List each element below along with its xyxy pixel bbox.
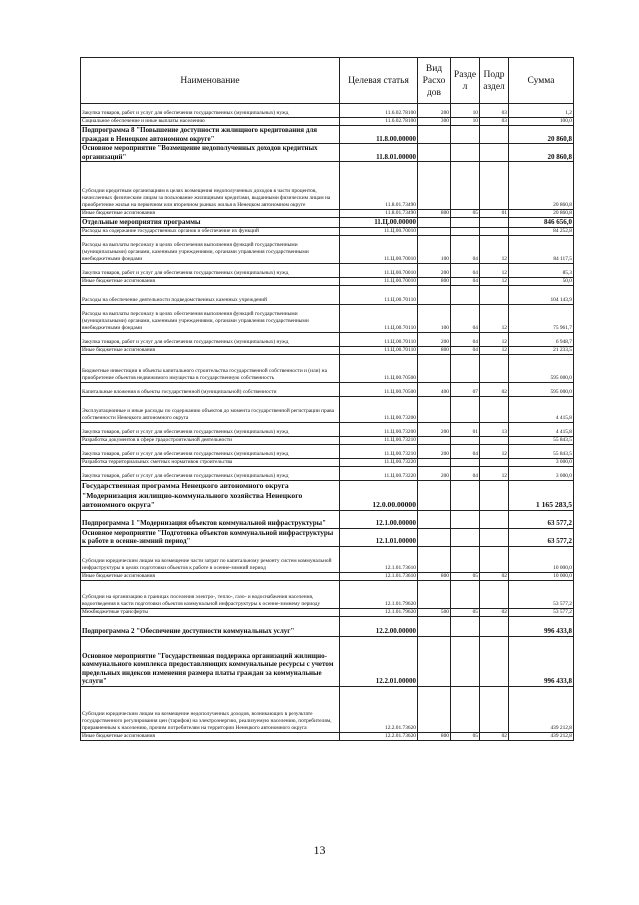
- cell-sum: 84 252,8: [509, 227, 574, 235]
- table-row: [81, 572, 574, 580]
- cell-pr: [480, 510, 509, 528]
- cell-code: 12.1.01.73610: [340, 572, 418, 580]
- cell-vid: [418, 227, 451, 235]
- cell-sum: 3 000,0: [509, 458, 574, 466]
- cell-sum: 1 165 283,5: [509, 480, 574, 510]
- cell-name: Иные бюджетные ассигнования: [81, 732, 340, 740]
- header-vid: Вид Расхо дов: [418, 58, 451, 104]
- table-row: [81, 436, 574, 444]
- cell-code: 11.Ц.00.73200: [340, 396, 418, 422]
- cell-vid: [418, 686, 451, 732]
- cell-vid: [418, 546, 451, 572]
- table-row: [81, 580, 574, 608]
- cell-name: Закупка товаров, работ и услуг для обеспечения государственных (муниципальных) нужд: [81, 263, 340, 277]
- cell-rz: [451, 636, 480, 686]
- table-row: [81, 235, 574, 263]
- cell-name: Закупка товаров, работ и услуг для обеспечения государственных (муниципальных) нужд: [81, 444, 340, 458]
- table-row: [81, 285, 574, 304]
- cell-rz: 01: [451, 422, 480, 436]
- cell-name: Закупка товаров, работ и услуг для обеспечения государственных (муниципальных) нужд: [81, 422, 340, 436]
- table-row: [81, 510, 574, 528]
- cell-pr: 12: [480, 277, 509, 285]
- table-row: [81, 396, 574, 422]
- table-row: [81, 104, 574, 118]
- cell-sum: 75 961,7: [509, 304, 574, 332]
- table-row: [81, 118, 574, 126]
- cell-name: Закупка товаров, работ и услуг для обеспечения государственных (муниципальных) нужд: [81, 332, 340, 346]
- cell-sum: 53 577,2: [509, 580, 574, 608]
- cell-sum: 50,0: [509, 277, 574, 285]
- cell-vid: [418, 285, 451, 304]
- cell-sum: 595 000,0: [509, 382, 574, 396]
- cell-pr: [480, 436, 509, 444]
- cell-name: Бюджетные инвестиции в объекты капитального строительства государственной собственности и (или) на приобретение объектов недвижимого имущества в государственную собственность: [81, 354, 340, 382]
- cell-code: 11.Ц.00.70010: [340, 227, 418, 235]
- cell-sum: 20 860,8: [509, 126, 574, 144]
- cell-pr: [480, 227, 509, 235]
- cell-name: Субсидии кредитным организациям в целях возмещения недополученных доходов в части процентов, начисленных физическим лицам за пользование жилищными кредитами, выданными физическим лицам на приобретение жилья на первичном или вторичном рынках жилья в Ненецком автономном округе: [81, 162, 340, 210]
- cell-name: Подпрограмма 8 "Повышение доступности жилищного кредитования для граждан в Ненецком автономном округе": [81, 126, 340, 144]
- table-row: [81, 304, 574, 332]
- cell-pr: 12: [480, 304, 509, 332]
- table-row: [81, 636, 574, 686]
- cell-pr: [480, 616, 509, 636]
- cell-vid: 400: [418, 382, 451, 396]
- cell-pr: [480, 285, 509, 304]
- cell-pr: [480, 458, 509, 466]
- cell-name: Подпрограмма 2 "Обеспечение доступности коммунальных услуг": [81, 616, 340, 636]
- cell-name: Субсидии юридическим лицам на возмещение части затрат по капитальному ремонту систем коммунальной инфраструктуры в целях подготовки объектов к работе в осенне-зимний период: [81, 546, 340, 572]
- cell-pr: 02: [480, 732, 509, 740]
- cell-pr: [480, 546, 509, 572]
- header-sum: Сумма: [509, 58, 574, 104]
- cell-pr: [480, 480, 509, 510]
- cell-sum: 84 117,5: [509, 235, 574, 263]
- cell-vid: [418, 144, 451, 162]
- cell-code: 12.0.00.00000: [340, 480, 418, 510]
- cell-name: Расходы на содержание государственных органов и обеспечение их функций: [81, 227, 340, 235]
- cell-pr: 03: [480, 104, 509, 118]
- cell-code: 11.Ц.00.70010: [340, 263, 418, 277]
- cell-vid: 100: [418, 304, 451, 332]
- cell-sum: 6 948,7: [509, 332, 574, 346]
- cell-vid: [418, 458, 451, 466]
- cell-name: Отдельные мероприятия программы: [81, 218, 340, 228]
- cell-rz: [451, 480, 480, 510]
- cell-sum: 4 415,8: [509, 422, 574, 436]
- cell-code: 11.8.01.73490: [340, 210, 418, 218]
- table-row: [81, 332, 574, 346]
- cell-name: Разработка территориальных сметных нормативов строительства: [81, 458, 340, 466]
- cell-sum: 3 000,0: [509, 466, 574, 480]
- header-name: Наименование: [81, 58, 340, 104]
- cell-rz: 07: [451, 382, 480, 396]
- cell-rz: [451, 396, 480, 422]
- cell-code: 11.6.02.78100: [340, 118, 418, 126]
- cell-vid: 200: [418, 444, 451, 458]
- cell-rz: [451, 354, 480, 382]
- cell-sum: 439 212,8: [509, 732, 574, 740]
- header-code: Целевая статья: [340, 58, 418, 104]
- cell-sum: 4 415,8: [509, 396, 574, 422]
- cell-rz: 05: [451, 572, 480, 580]
- cell-vid: 100: [418, 235, 451, 263]
- cell-rz: [451, 144, 480, 162]
- cell-rz: 04: [451, 444, 480, 458]
- cell-code: 11.Ц.00.73210: [340, 444, 418, 458]
- cell-pr: 12: [480, 332, 509, 346]
- table-row: [81, 227, 574, 235]
- cell-sum: 996 433,8: [509, 636, 574, 686]
- table-row: [81, 480, 574, 510]
- cell-sum: 20 860,8: [509, 210, 574, 218]
- cell-code: 11.Ц.00.70110: [340, 285, 418, 304]
- cell-code: 11.Ц.00.70110: [340, 332, 418, 346]
- cell-name: Разработка документов в сфере градостроительной деятельности: [81, 436, 340, 444]
- cell-name: Иные бюджетные ассигнования: [81, 572, 340, 580]
- cell-vid: 800: [418, 210, 451, 218]
- cell-rz: [451, 218, 480, 228]
- page-number: 13: [313, 843, 326, 857]
- table-row: [81, 466, 574, 480]
- cell-code: 12.1.00.00000: [340, 510, 418, 528]
- table-row: [81, 126, 574, 144]
- table-row: [81, 144, 574, 162]
- cell-vid: 800: [418, 572, 451, 580]
- cell-vid: 800: [418, 277, 451, 285]
- cell-vid: [418, 616, 451, 636]
- cell-name: Основное мероприятие "Подготовка объектов коммунальной инфраструктуры к работе в осенне-зимний период": [81, 528, 340, 546]
- cell-name: Основное мероприятие "Государственная поддержка организаций жилищно-коммунального комплекса предоставляющих коммунальные ресурсы с учетом предельных индексов изменения размера платы граждан за коммунальные услуги": [81, 636, 340, 686]
- cell-sum: 63 577,2: [509, 510, 574, 528]
- cell-code: 12.2.01.73620: [340, 732, 418, 740]
- table-header-row: [81, 58, 574, 104]
- cell-code: 11.8.01.00000: [340, 144, 418, 162]
- cell-rz: 04: [451, 263, 480, 277]
- cell-code: 11.Ц.00.70010: [340, 235, 418, 263]
- cell-rz: 10: [451, 104, 480, 118]
- cell-sum: 10 000,0: [509, 546, 574, 572]
- cell-code: 12.1.01.79620: [340, 608, 418, 616]
- cell-name: Закупка товаров, работ и услуг для обеспечения государственных (муниципальных) нужд: [81, 466, 340, 480]
- cell-rz: 04: [451, 466, 480, 480]
- cell-code: 11.Ц.00.70500: [340, 354, 418, 382]
- cell-rz: 05: [451, 732, 480, 740]
- cell-vid: [418, 396, 451, 422]
- cell-name: Иные бюджетные ассигнования: [81, 277, 340, 285]
- cell-vid: [418, 218, 451, 228]
- cell-sum: 63 577,2: [509, 528, 574, 546]
- cell-vid: 200: [418, 104, 451, 118]
- cell-rz: [451, 227, 480, 235]
- table-row: [81, 382, 574, 396]
- cell-rz: [451, 436, 480, 444]
- cell-pr: [480, 686, 509, 732]
- cell-vid: 300: [418, 118, 451, 126]
- cell-code: 12.1.01.79620: [340, 580, 418, 608]
- cell-pr: 12: [480, 263, 509, 277]
- cell-sum: 595 000,0: [509, 354, 574, 382]
- cell-rz: 04: [451, 304, 480, 332]
- cell-pr: [480, 528, 509, 546]
- table-row: [81, 263, 574, 277]
- cell-rz: 04: [451, 277, 480, 285]
- cell-rz: [451, 126, 480, 144]
- cell-sum: 100,0: [509, 118, 574, 126]
- cell-pr: 01: [480, 210, 509, 218]
- cell-name: Капитальные вложения в объекты государственной (муниципальной) собственности: [81, 382, 340, 396]
- cell-vid: 800: [418, 732, 451, 740]
- cell-sum: 846 656,0: [509, 218, 574, 228]
- cell-vid: 800: [418, 346, 451, 354]
- table-row: [81, 732, 574, 740]
- cell-rz: [451, 686, 480, 732]
- cell-sum: 439 212,8: [509, 686, 574, 732]
- cell-rz: 10: [451, 118, 480, 126]
- table-row: [81, 686, 574, 732]
- table-row: [81, 528, 574, 546]
- cell-vid: 200: [418, 263, 451, 277]
- cell-pr: 03: [480, 118, 509, 126]
- cell-vid: 500: [418, 608, 451, 616]
- cell-vid: [418, 354, 451, 382]
- cell-rz: 04: [451, 235, 480, 263]
- cell-name: Расходы на обеспечение деятельности подведомственных казенных учреждений: [81, 285, 340, 304]
- cell-code: 11.Ц.00.70010: [340, 277, 418, 285]
- cell-rz: [451, 580, 480, 608]
- cell-sum: 85,3: [509, 263, 574, 277]
- header-rz: Разде л: [451, 58, 480, 104]
- cell-code: 12.1.01.00000: [340, 528, 418, 546]
- cell-sum: 20 860,8: [509, 162, 574, 210]
- cell-rz: 05: [451, 210, 480, 218]
- table-row: [81, 616, 574, 636]
- cell-code: 11.Ц.00.73210: [340, 436, 418, 444]
- cell-rz: [451, 546, 480, 572]
- cell-code: 11.Ц.00.70500: [340, 382, 418, 396]
- cell-vid: [418, 126, 451, 144]
- cell-vid: [418, 510, 451, 528]
- cell-vid: [418, 436, 451, 444]
- cell-vid: [418, 162, 451, 210]
- cell-pr: [480, 218, 509, 228]
- cell-vid: [418, 480, 451, 510]
- cell-pr: 12: [480, 444, 509, 458]
- table-body: [81, 104, 574, 741]
- cell-rz: [451, 528, 480, 546]
- cell-code: 11.Ц.00.70110: [340, 346, 418, 354]
- table-row: [81, 422, 574, 436]
- cell-rz: [451, 285, 480, 304]
- cell-name: Иные бюджетные ассигнования: [81, 346, 340, 354]
- cell-name: Субсидии на организацию в границах поселения электро-, тепло-, газо- и водоснабжения населения, водоотведения в части подготовки объектов коммунальной инфраструктуры к осенне-зимнему периоду: [81, 580, 340, 608]
- table-row: [81, 346, 574, 354]
- cell-code: 11.Ц.00.73220: [340, 458, 418, 466]
- cell-name: Государственная программа Ненецкого автономного округа "Модернизация жилищно-коммунального хозяйства Ненецкого автономного округа": [81, 480, 340, 510]
- cell-pr: [480, 580, 509, 608]
- header-pr: Подр аздел: [480, 58, 509, 104]
- cell-vid: [418, 636, 451, 686]
- cell-vid: [418, 528, 451, 546]
- table-row: [81, 608, 574, 616]
- cell-code: 11.Ц.00.70110: [340, 304, 418, 332]
- cell-code: 11.8.01.73490: [340, 162, 418, 210]
- cell-pr: [480, 396, 509, 422]
- cell-code: 12.1.01.73610: [340, 546, 418, 572]
- cell-pr: [480, 144, 509, 162]
- cell-name: Закупка товаров, работ и услуг для обеспечения государственных (муниципальных) нужд: [81, 104, 340, 118]
- cell-vid: [418, 580, 451, 608]
- cell-rz: 04: [451, 332, 480, 346]
- cell-pr: 02: [480, 382, 509, 396]
- cell-rz: [451, 616, 480, 636]
- cell-pr: [480, 636, 509, 686]
- cell-pr: 12: [480, 466, 509, 480]
- cell-code: 11.Ц.00.73200: [340, 422, 418, 436]
- cell-name: Социальное обеспечение и иные выплаты населению: [81, 118, 340, 126]
- cell-name: Основное мероприятие "Возмещение недополученных доходов кредитных организаций": [81, 144, 340, 162]
- table-row: [81, 277, 574, 285]
- cell-pr: 12: [480, 235, 509, 263]
- cell-name: Иные бюджетные ассигнования: [81, 210, 340, 218]
- cell-code: 11.6.02.78100: [340, 104, 418, 118]
- budget-table: [80, 57, 574, 741]
- table-row: [81, 218, 574, 228]
- cell-sum: 996 433,8: [509, 616, 574, 636]
- cell-code: 11.8.00.00000: [340, 126, 418, 144]
- cell-code: 12.2.01.00000: [340, 636, 418, 686]
- cell-name: Межбюджетные трансферты: [81, 608, 340, 616]
- cell-vid: 200: [418, 332, 451, 346]
- cell-sum: 55 843,5: [509, 444, 574, 458]
- cell-name: Расходы на выплаты персоналу в целях обеспечения выполнения функций государственными (муниципальными) органами, казенными учреждениями, органами управления государственными внебюджетными фондами: [81, 304, 340, 332]
- table-row: [81, 210, 574, 218]
- cell-pr: 13: [480, 422, 509, 436]
- cell-code: 11.Ц.00.00000: [340, 218, 418, 228]
- cell-rz: 04: [451, 346, 480, 354]
- cell-code: 12.2.00.00000: [340, 616, 418, 636]
- table-row: [81, 546, 574, 572]
- cell-sum: 21 233,5: [509, 346, 574, 354]
- cell-rz: 05: [451, 608, 480, 616]
- cell-pr: 12: [480, 346, 509, 354]
- cell-code: 12.2.01.73620: [340, 686, 418, 732]
- cell-name: Подпрограмма 1 "Модернизация объектов коммунальной инфраструктуры": [81, 510, 340, 528]
- cell-pr: [480, 162, 509, 210]
- cell-vid: 200: [418, 466, 451, 480]
- cell-pr: 02: [480, 572, 509, 580]
- cell-sum: 10 000,0: [509, 572, 574, 580]
- cell-name: Расходы на выплаты персоналу в целях обеспечения выполнения функций государственными (муниципальными) органами, казенными учреждениями, органами управления государственными внебюджетными фондами: [81, 235, 340, 263]
- cell-sum: 20 860,8: [509, 144, 574, 162]
- cell-rz: [451, 162, 480, 210]
- cell-rz: [451, 458, 480, 466]
- table-row: [81, 458, 574, 466]
- cell-code: 11.Ц.00.73220: [340, 466, 418, 480]
- cell-pr: [480, 354, 509, 382]
- cell-sum: 53 577,2: [509, 608, 574, 616]
- cell-pr: [480, 126, 509, 144]
- table-row: [81, 444, 574, 458]
- cell-vid: 200: [418, 422, 451, 436]
- cell-sum: 104 143,9: [509, 285, 574, 304]
- cell-pr: 02: [480, 608, 509, 616]
- table-row: [81, 162, 574, 210]
- cell-name: Субсидии юридическим лицам на возмещение недополученных доходов, возникающих в результате государственного регулирования цен (тарифов) на электроэнергию, реализуемую населению, потребителям, приравненным к населению, прочим потребителям на территории Ненецкого автономного округа: [81, 686, 340, 732]
- table-row: [81, 354, 574, 382]
- cell-rz: [451, 510, 480, 528]
- cell-sum: 1,2: [509, 104, 574, 118]
- cell-sum: 55 843,5: [509, 436, 574, 444]
- cell-name: Эксплуатационные и иные расходы по содержанию объектов до момента государственной регистрации права собственности Ненецкого автономного округа: [81, 396, 340, 422]
